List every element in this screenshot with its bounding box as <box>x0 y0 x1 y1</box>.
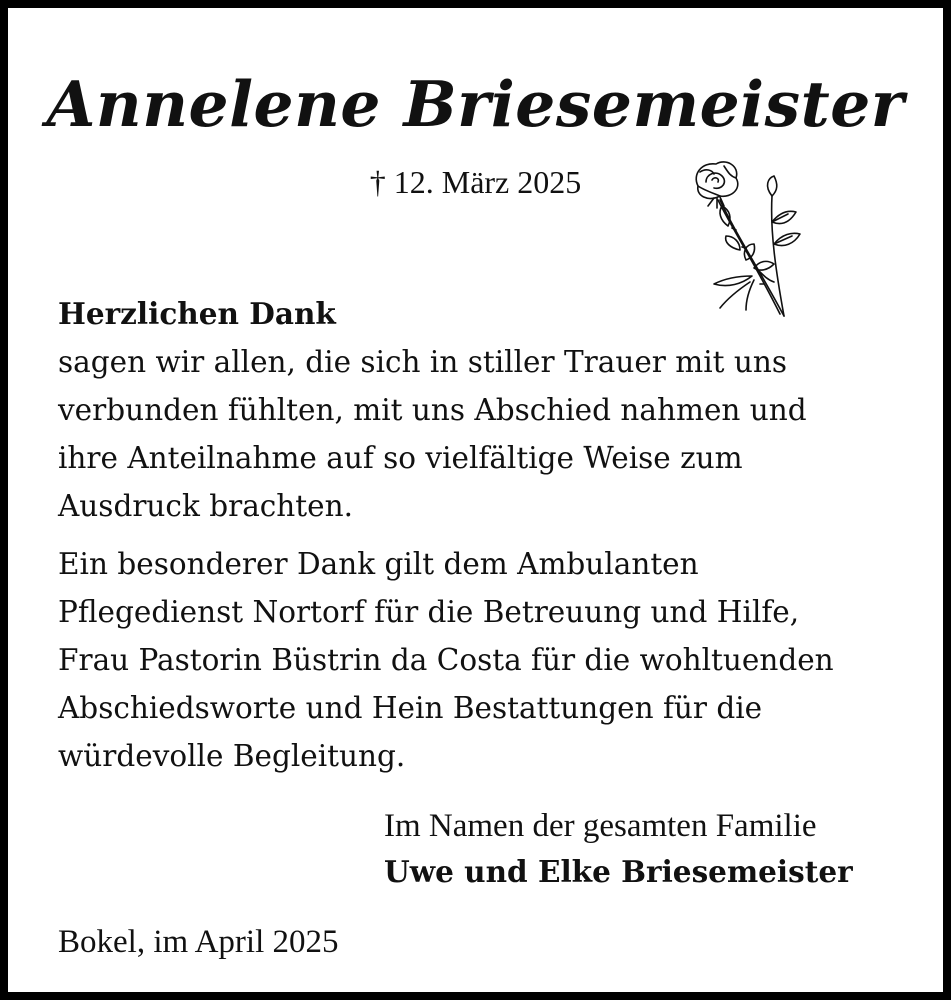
thanks-heading: Herzlichen Dank <box>58 296 336 331</box>
special-thanks-paragraph <box>58 540 918 780</box>
thanks-line: verbunden fühlten, mit uns Abschied nahmen und <box>58 393 807 427</box>
thanks-line: sagen wir allen, die sich in stiller Trauer mit uns <box>58 345 788 379</box>
signature-names: Uwe und Elke Briesemeister <box>384 854 853 889</box>
thanks-line: ihre Anteilnahme auf so vielfältige Weise zum <box>58 441 743 475</box>
special-thanks-line: Abschiedsworte und Hein Bestattungen für die <box>58 691 763 725</box>
thanks-line: Ausdruck brachten. <box>58 489 353 523</box>
special-thanks-line: Ein besonderer Dank gilt dem Ambulanten <box>58 547 699 581</box>
date-of-death: † 12. März 2025 <box>369 164 582 200</box>
place-and-date: Bokel, im April 2025 <box>58 924 339 960</box>
special-thanks-line: Pflegedienst Nortorf für die Betreuung und Hilfe, <box>58 595 800 629</box>
special-thanks-line: Frau Pastorin Büstrin da Costa für die wohltuenden <box>58 643 834 677</box>
thanks-paragraph <box>58 338 918 530</box>
signature-intro: Im Namen der gesamten Familie <box>384 808 817 844</box>
special-thanks-line: würdevolle Begleitung. <box>58 739 406 773</box>
deceased-name: Annelene Briesemeister <box>46 67 905 141</box>
